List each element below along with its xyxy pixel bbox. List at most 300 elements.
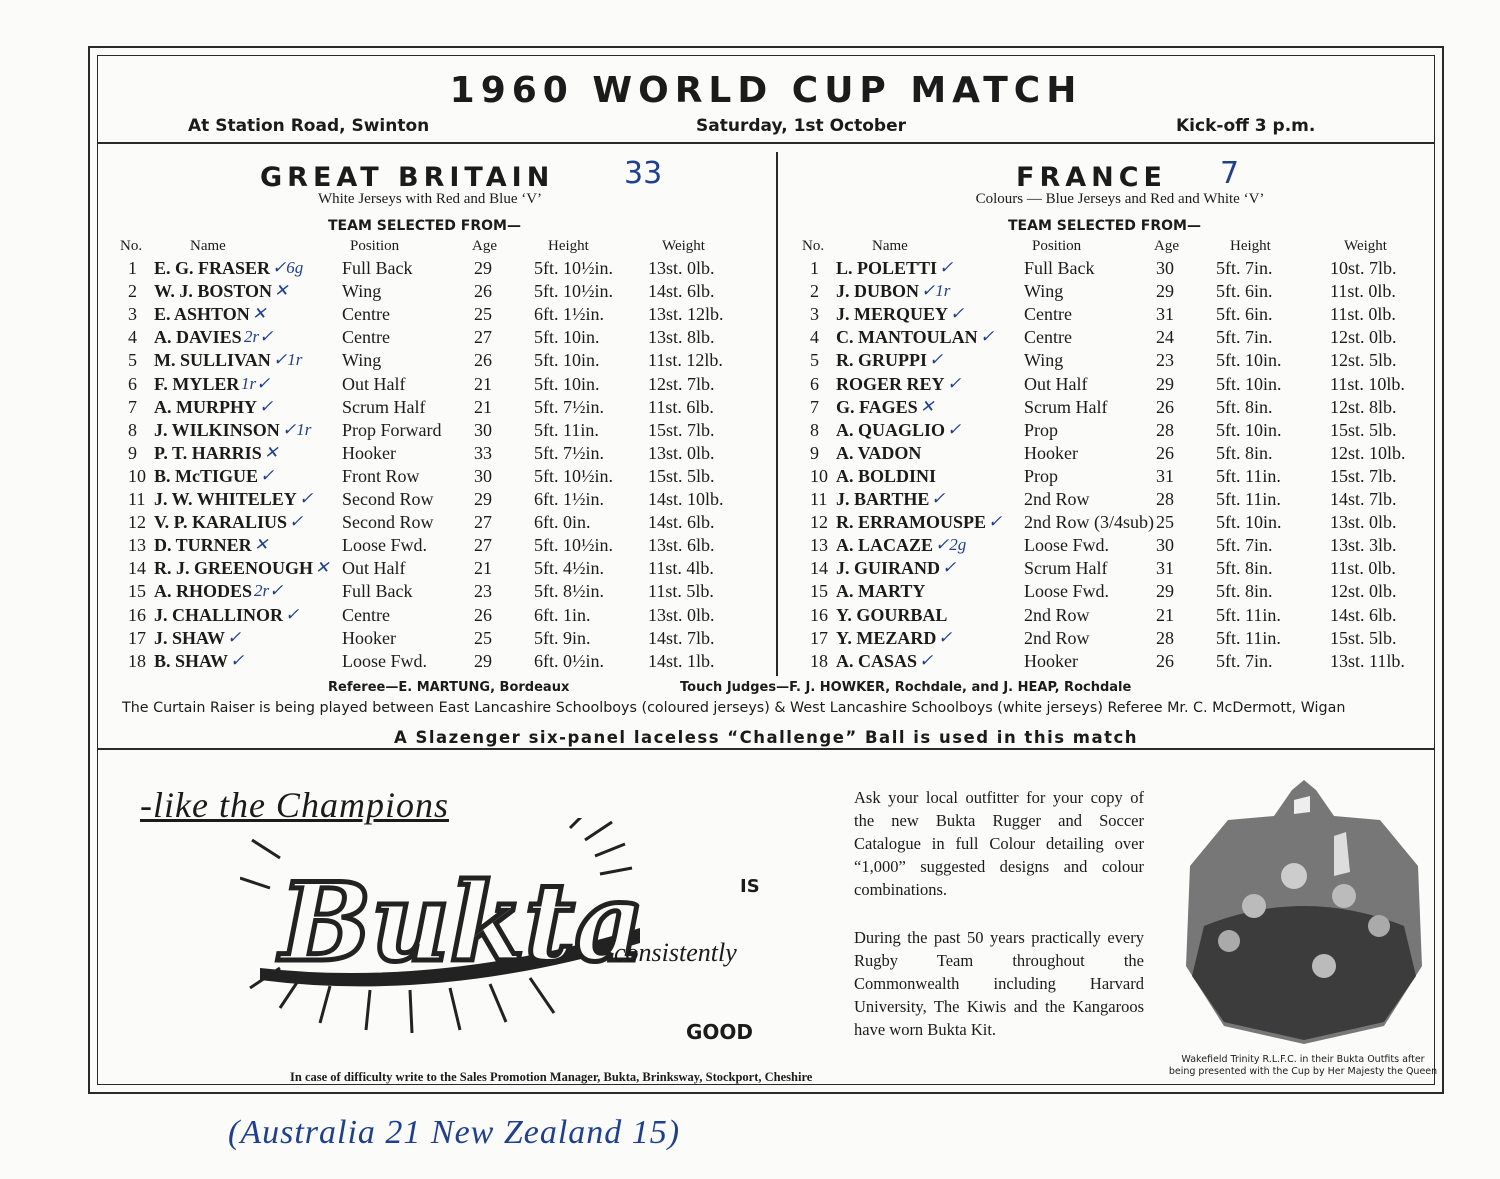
player-position: Centre: [342, 604, 390, 625]
player-weight: 11st. 5lb.: [648, 581, 714, 602]
handwritten-mark: ✓: [939, 258, 954, 277]
player-position: Out Half: [1024, 373, 1088, 394]
player-position: Out Half: [342, 373, 406, 394]
player-number: 4: [128, 327, 137, 348]
player-number: 15: [128, 581, 146, 602]
player-number: 5: [128, 350, 137, 371]
player-number: 1: [810, 258, 819, 278]
player-height: 5ft. 10in.: [1216, 373, 1282, 394]
player-weight: 13st. 0lb.: [648, 604, 715, 625]
player-row: [120, 535, 760, 558]
player-number: 13: [810, 535, 828, 556]
player-name: A. RHODES: [154, 581, 253, 602]
header-rule: [98, 142, 1434, 144]
player-name: D. TURNER: [154, 535, 252, 556]
player-age: 21: [474, 373, 492, 394]
player-name: B. SHAW: [154, 650, 229, 671]
player-row: [120, 304, 760, 327]
player-height: 5ft. 10½in.: [534, 258, 613, 278]
gb-header-col-age: Age: [472, 238, 497, 254]
handwritten-mark: ✕: [254, 535, 269, 555]
player-name: E. G. FRASER: [154, 258, 271, 278]
handwritten-mark: ✓1r: [282, 419, 312, 439]
player-height: 5ft. 11in.: [1216, 604, 1281, 625]
player-weight: 11st. 6lb.: [648, 396, 714, 417]
player-row: [802, 304, 1442, 327]
handwritten-mark: ✓: [260, 465, 275, 485]
player-row: [802, 651, 1442, 674]
player-height: 5ft. 8½in.: [534, 581, 604, 602]
fr-header-col-age: Age: [1154, 238, 1179, 254]
player-age: 25: [474, 627, 492, 648]
ball-note: A Slazenger six-panel laceless “Challenge” Ball is used in this match: [393, 728, 1139, 747]
handwritten-mark: ✓: [929, 350, 944, 370]
handwritten-mark: ✕: [252, 304, 267, 324]
fr-score: 7: [1220, 156, 1240, 191]
player-height: 5ft. 10½in.: [534, 465, 613, 486]
player-name: J. WILKINSON: [154, 419, 280, 440]
fr-header-col-name: Name: [872, 238, 908, 254]
gb-header-col-height: Height: [548, 238, 589, 254]
player-row: [120, 350, 760, 373]
player-number: 10: [128, 465, 146, 486]
player-name: A. DAVIES: [154, 327, 242, 348]
ad-rule: [98, 748, 1434, 750]
player-name: R. J. GREENOUGH: [154, 558, 314, 579]
player-height: 5ft. 10in.: [1216, 350, 1282, 371]
gb-team-name: GREAT BRITAIN: [260, 162, 555, 193]
player-number: 17: [128, 627, 146, 648]
player-row: [802, 628, 1442, 651]
player-age: 26: [474, 281, 492, 302]
player-number: 7: [810, 396, 819, 417]
player-height: 5ft. 10in.: [1216, 512, 1282, 533]
player-name: J. DUBON: [836, 281, 920, 302]
ad-paragraph-history: During the past 50 years practically every Rugby Team throughout the Commonwealth including Harvard University, The Kiwis and the Kangaroos have worn Bukta Kit.: [854, 928, 1144, 1039]
player-number: 8: [128, 419, 137, 440]
handwritten-mark: ✓1r: [273, 350, 303, 370]
player-age: 26: [1156, 442, 1174, 463]
player-position: Hooker: [342, 442, 396, 463]
player-age: 25: [1156, 512, 1174, 533]
player-position: Wing: [342, 350, 382, 371]
player-height: 5ft. 7in.: [1216, 258, 1273, 278]
player-name: L. POLETTI: [836, 258, 938, 278]
player-name: A. QUAGLIO: [836, 419, 946, 440]
fr-header-col-weight: Weight: [1344, 238, 1387, 254]
player-row: [802, 605, 1442, 628]
player-row: [120, 628, 760, 651]
player-position: Scrum Half: [1024, 396, 1108, 417]
player-row: [802, 443, 1442, 466]
ad-is: IS: [740, 876, 760, 897]
player-name: M. SULLIVAN: [154, 350, 271, 371]
player-weight: 10st. 7lb.: [1330, 258, 1397, 278]
player-row: [802, 258, 1442, 281]
player-position: Hooker: [342, 627, 396, 648]
player-height: 5ft. 8in.: [1216, 558, 1273, 579]
player-position: Out Half: [342, 558, 406, 579]
player-weight: 14st. 10lb.: [648, 489, 724, 509]
fr-team-name: FRANCE: [1016, 162, 1167, 193]
player-height: 5ft. 11in.: [1216, 489, 1281, 509]
player-position: Scrum Half: [342, 396, 426, 417]
player-position: Centre: [1024, 304, 1072, 325]
player-age: 29: [474, 258, 492, 278]
player-height: 6ft. 1½in.: [534, 489, 604, 509]
fr-header-col-no: No.: [802, 238, 825, 254]
player-height: 5ft. 8in.: [1216, 396, 1273, 417]
handwritten-mark: ✓: [980, 327, 995, 347]
player-row: [802, 489, 1442, 512]
player-position: Wing: [342, 281, 382, 302]
player-name: Y. MEZARD: [836, 627, 937, 648]
player-position: Second Row: [342, 512, 434, 533]
handwritten-mark: ✓: [299, 489, 314, 508]
player-position: Full Back: [342, 581, 413, 602]
player-weight: 15st. 7lb.: [648, 419, 715, 440]
player-row: [120, 512, 760, 535]
handwritten-mark: ✕: [264, 442, 279, 462]
player-height: 6ft. 0in.: [534, 512, 591, 533]
player-name: J. W. WHITELEY: [154, 489, 297, 509]
player-number: 9: [128, 442, 137, 463]
handwritten-mark: ✓: [950, 304, 965, 324]
player-age: 30: [1156, 258, 1174, 278]
player-weight: 13st. 0lb.: [648, 442, 715, 463]
player-age: 29: [474, 650, 492, 671]
player-weight: 11st. 12lb.: [648, 350, 723, 371]
player-row: [120, 581, 760, 604]
player-row: [802, 535, 1442, 558]
team-photo-art: [1184, 776, 1424, 1046]
match-date: Saturday, 1st October: [696, 116, 906, 136]
player-row: [120, 466, 760, 489]
player-name: W. J. BOSTON: [154, 281, 273, 302]
ad-tagline: -like the Champions: [140, 785, 449, 825]
player-name: E. ASHTON: [154, 304, 250, 325]
player-number: 16: [810, 604, 828, 625]
bukta-logo-art: [240, 818, 660, 1048]
player-name: A. LACAZE: [836, 535, 934, 556]
handwritten-mark: ✓: [988, 512, 1003, 532]
player-height: 5ft. 10in.: [1216, 419, 1282, 440]
player-height: 5ft. 7½in.: [534, 396, 604, 417]
player-weight: 13st. 11lb.: [1330, 650, 1405, 671]
player-position: Centre: [1024, 327, 1072, 348]
player-age: 21: [1156, 604, 1174, 625]
player-height: 5ft. 10in.: [534, 327, 600, 348]
player-position: 2nd Row: [1024, 627, 1090, 648]
player-age: 28: [1156, 419, 1174, 440]
player-weight: 15st. 5lb.: [648, 465, 715, 486]
player-row: [802, 350, 1442, 373]
player-name: A. VADON: [836, 442, 922, 463]
player-name: V. P. KARALIUS: [154, 512, 288, 533]
player-row: [802, 281, 1442, 304]
player-height: 6ft. 1in.: [534, 604, 591, 625]
touch-judges: Touch Judges—F. J. HOWKER, Rochdale, and J. HEAP, Rochdale: [680, 680, 1132, 695]
player-age: 24: [1156, 327, 1174, 348]
player-position: Loose Fwd.: [342, 650, 427, 671]
player-row: [802, 466, 1442, 489]
handwritten-mark: ✓: [227, 627, 242, 647]
player-number: 12: [128, 512, 146, 533]
player-row: [802, 420, 1442, 443]
player-height: 5ft. 11in.: [1216, 465, 1281, 486]
team-divider: [776, 152, 778, 676]
player-number: 9: [810, 442, 819, 463]
player-age: 31: [1156, 465, 1174, 486]
fr-selected-label: TEAM SELECTED FROM—: [1008, 218, 1201, 234]
player-row: [120, 327, 760, 350]
player-name: A. BOLDINI: [836, 465, 937, 486]
player-position: Wing: [1024, 281, 1064, 302]
player-position: Prop: [1024, 419, 1059, 440]
player-number: 2: [810, 281, 819, 302]
match-title: 1960 WORLD CUP MATCH: [449, 70, 1083, 111]
player-position: 2nd Row: [1024, 489, 1090, 509]
player-name: J. BARTHE: [836, 489, 930, 509]
player-weight: 12st. 7lb.: [648, 373, 715, 394]
player-name: C. MANTOULAN: [836, 327, 978, 348]
player-age: 31: [1156, 558, 1174, 579]
player-height: 5ft. 10in.: [534, 350, 600, 371]
player-weight: 11st. 4lb.: [648, 558, 714, 579]
player-row: [802, 327, 1442, 350]
player-position: Front Row: [342, 465, 420, 486]
team-photo: [1184, 776, 1424, 1046]
player-weight: 11st. 0lb.: [1330, 304, 1396, 325]
player-position: Loose Fwd.: [342, 535, 427, 556]
player-height: 5ft. 10½in.: [534, 281, 613, 302]
handwritten-mark: ✓: [947, 373, 962, 393]
player-age: 23: [1156, 350, 1174, 371]
player-row: [802, 581, 1442, 604]
gb-score: 33: [624, 156, 663, 191]
player-number: 2: [128, 281, 137, 302]
player-name: J. MERQUEY: [836, 304, 948, 325]
player-row: [802, 397, 1442, 420]
player-number: 14: [128, 558, 146, 579]
player-weight: 11st. 0lb.: [1330, 281, 1396, 302]
player-name: G. FAGES: [836, 396, 918, 417]
player-name: P. T. HARRIS: [154, 442, 262, 463]
player-weight: 13st. 0lb.: [648, 258, 715, 278]
referee: Referee—E. MARTUNG, Bordeaux: [328, 680, 570, 695]
player-row: [120, 374, 760, 397]
player-number: 10: [810, 465, 828, 486]
player-row: [120, 281, 760, 304]
player-position: Second Row: [342, 489, 434, 509]
gb-colours: White Jerseys with Red and Blue ‘V’: [317, 191, 543, 207]
player-weight: 13st. 0lb.: [1330, 512, 1397, 533]
player-weight: 12st. 5lb.: [1330, 350, 1397, 371]
player-number: 11: [128, 489, 146, 509]
player-name: F. MYLER: [154, 373, 240, 394]
player-position: Prop: [1024, 465, 1059, 486]
player-age: 21: [474, 396, 492, 417]
player-position: Centre: [342, 304, 390, 325]
player-age: 28: [1156, 489, 1174, 509]
handwritten-mark: ✕: [315, 558, 330, 578]
player-number: 18: [128, 650, 146, 671]
handwritten-mark: ✓6g: [272, 258, 304, 277]
player-position: Loose Fwd.: [1024, 581, 1109, 602]
photo-caption: Wakefield Trinity R.L.F.C. in their Bukta Outfits after being presented with the Cup by Her Majesty the Queen: [1168, 1054, 1438, 1077]
player-position: 2nd Row: [1024, 604, 1090, 625]
player-age: 27: [474, 535, 492, 556]
player-row: [120, 443, 760, 466]
player-weight: 14st. 1lb.: [648, 650, 715, 671]
player-age: 26: [1156, 396, 1174, 417]
handwritten-mark: ✕: [274, 281, 289, 301]
player-age: 27: [474, 512, 492, 533]
player-weight: 12st. 8lb.: [1330, 396, 1397, 417]
handwritten-mark: ✓: [259, 396, 274, 416]
player-name: ROGER REY: [836, 373, 945, 394]
player-row: [802, 374, 1442, 397]
venue: At Station Road, Swinton: [188, 116, 430, 136]
player-weight: 15st. 5lb.: [1330, 627, 1397, 648]
player-height: 5ft. 8in.: [1216, 442, 1273, 463]
player-age: 29: [1156, 281, 1174, 302]
player-age: 28: [1156, 627, 1174, 648]
player-row: [120, 489, 760, 512]
handwritten-mark: ✓: [230, 650, 245, 670]
player-weight: 15st. 7lb.: [1330, 465, 1397, 486]
handwritten-mark: 2r✓: [254, 581, 284, 601]
handwritten-mark: ✕: [920, 396, 935, 416]
player-weight: 13st. 6lb.: [648, 535, 715, 556]
player-position: Hooker: [1024, 442, 1078, 463]
player-age: 26: [474, 350, 492, 371]
player-position: 2nd Row (3/4sub): [1024, 512, 1154, 533]
gb-header-col-no: No.: [120, 238, 143, 254]
player-number: 8: [810, 419, 819, 440]
player-age: 25: [474, 304, 492, 325]
player-position: Hooker: [1024, 650, 1078, 671]
player-name: J. CHALLINOR: [154, 604, 284, 625]
player-weight: 15st. 5lb.: [1330, 419, 1397, 440]
player-name: A. MURPHY: [154, 396, 257, 417]
player-number: 18: [810, 650, 828, 671]
handwritten-mark: ✓1r: [921, 281, 951, 301]
player-position: Full Back: [342, 258, 413, 278]
fr-header-col-height: Height: [1230, 238, 1271, 254]
player-weight: 13st. 8lb.: [648, 327, 715, 348]
player-height: 5ft. 7in.: [1216, 327, 1273, 348]
handwritten-mark: ✓: [938, 627, 953, 647]
bukta-wordmark: Bukta: [280, 860, 645, 986]
fr-colours: Colours — Blue Jerseys and Red and White ‘V’: [975, 191, 1265, 207]
curtain-raiser: The Curtain Raiser is being played between East Lancashire Schoolboys (coloured jerseys) & West Lancashire Schoolboys (white jerseys) Referee Mr. C. McDermott, Wigan: [122, 700, 1346, 716]
player-name: B. McTIGUE: [154, 465, 259, 486]
player-weight: 12st. 0lb.: [1330, 327, 1397, 348]
player-row: [120, 558, 760, 581]
handwritten-mark: ✓: [289, 512, 304, 532]
player-number: 17: [810, 627, 828, 648]
player-number: 7: [128, 396, 137, 417]
player-height: 5ft. 4½in.: [534, 558, 604, 579]
player-number: 12: [810, 512, 828, 533]
gb-header-col-name: Name: [190, 238, 226, 254]
player-age: 29: [1156, 373, 1174, 394]
kickoff-time: Kick-off 3 p.m.: [1176, 116, 1316, 136]
player-age: 30: [474, 465, 492, 486]
player-height: 5ft. 7½in.: [534, 442, 604, 463]
player-position: Prop Forward: [342, 419, 442, 440]
player-number: 15: [810, 581, 828, 602]
ad-consistently: consistently: [614, 938, 737, 967]
player-weight: 13st. 12lb.: [648, 304, 724, 325]
player-age: 23: [474, 581, 492, 602]
ad-difficulty-note: In case of difficulty write to the Sales Promotion Manager, Bukta, Brinksway, Stockport, Cheshire: [290, 1070, 813, 1084]
player-number: 3: [128, 304, 137, 325]
player-row: [120, 420, 760, 443]
handwritten-mark: ✓: [947, 419, 962, 439]
player-name: J. SHAW: [154, 627, 226, 648]
player-weight: 13st. 3lb.: [1330, 535, 1397, 556]
player-age: 29: [1156, 581, 1174, 602]
player-number: 3: [810, 304, 819, 325]
handwritten-mark: ✓: [942, 558, 957, 578]
fr-header-col-position: Position: [1032, 238, 1082, 254]
player-height: 5ft. 6in.: [1216, 281, 1273, 302]
player-weight: 14st. 6lb.: [648, 512, 715, 533]
player-height: 5ft. 7in.: [1216, 650, 1273, 671]
player-position: Scrum Half: [1024, 558, 1108, 579]
player-number: 6: [810, 373, 819, 394]
player-age: 26: [474, 604, 492, 625]
player-height: 5ft. 6in.: [1216, 304, 1273, 325]
player-number: 16: [128, 604, 146, 625]
player-number: 5: [810, 350, 819, 371]
player-weight: 14st. 6lb.: [648, 281, 715, 302]
player-weight: 14st. 7lb.: [648, 627, 715, 648]
handwritten-mark: 1r✓: [241, 373, 271, 393]
player-age: 30: [1156, 535, 1174, 556]
ad-paragraph-catalogue: Ask your local outfitter for your copy of the new Bukta Rugger and Soccer Catalogue in full Colour detailing over “1,000” suggested designs and colour combinations.: [854, 788, 1144, 899]
player-weight: 14st. 6lb.: [1330, 604, 1397, 625]
player-row: [802, 512, 1442, 535]
player-name: R. ERRAMOUSPE: [836, 512, 987, 533]
player-number: 14: [810, 558, 828, 579]
player-name: Y. GOURBAL: [836, 604, 948, 625]
player-row: [120, 651, 760, 674]
player-number: 11: [810, 489, 828, 509]
player-weight: 14st. 7lb.: [1330, 489, 1397, 509]
player-age: 26: [1156, 650, 1174, 671]
player-age: 21: [474, 558, 492, 579]
player-name: A. CASAS: [836, 650, 918, 671]
gb-header-col-weight: Weight: [662, 238, 705, 254]
player-height: 6ft. 1½in.: [534, 304, 604, 325]
gb-selected-label: TEAM SELECTED FROM—: [328, 218, 521, 234]
handwritten-mark: ✓: [285, 604, 300, 624]
player-position: Full Back: [1024, 258, 1095, 278]
player-position: Loose Fwd.: [1024, 535, 1109, 556]
player-age: 33: [474, 442, 492, 463]
player-age: 31: [1156, 304, 1174, 325]
player-row: [120, 397, 760, 420]
player-name: J. GUIRAND: [836, 558, 941, 579]
gb-header-col-position: Position: [350, 238, 400, 254]
handwritten-mark: ✓: [919, 650, 934, 670]
player-name: R. GRUPPI: [836, 350, 927, 371]
player-height: 5ft. 10in.: [534, 373, 600, 394]
player-number: 13: [128, 535, 146, 556]
